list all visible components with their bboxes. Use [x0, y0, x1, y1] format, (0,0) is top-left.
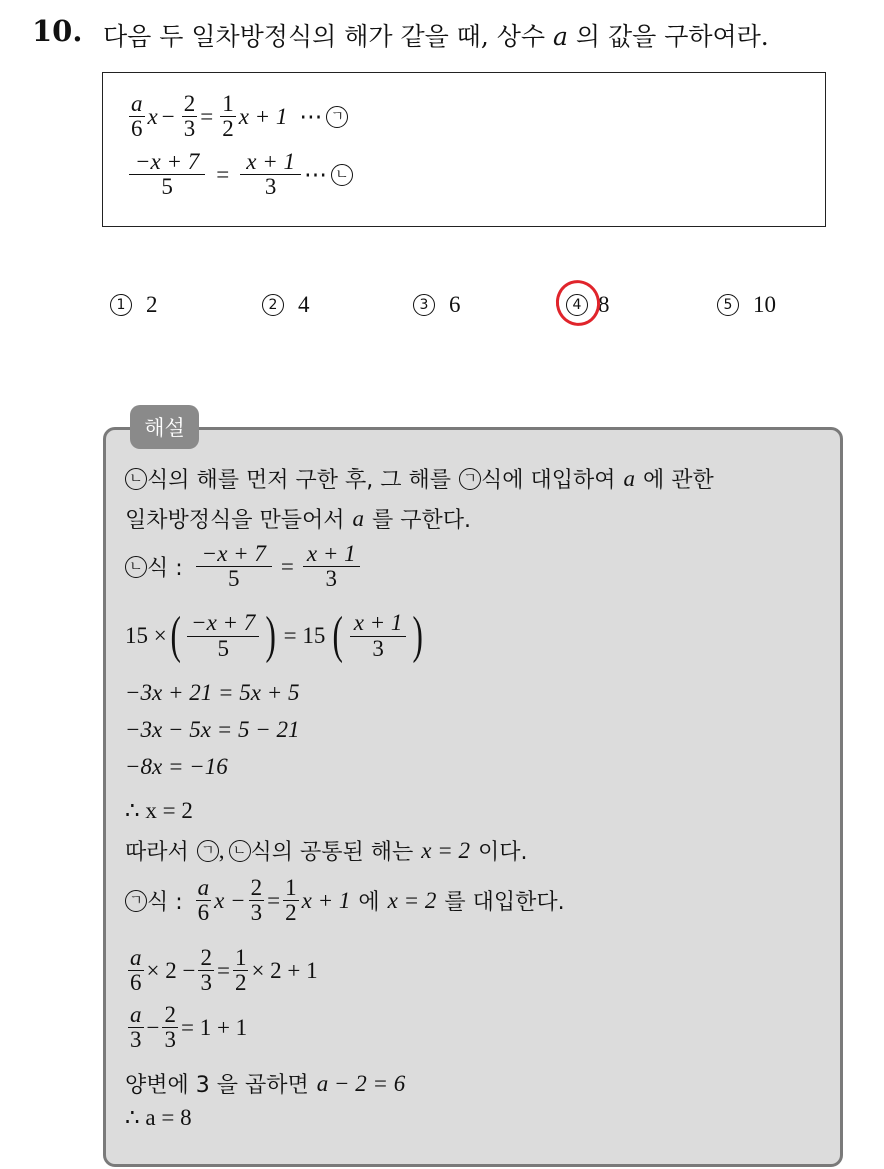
choice-3-value: 6	[449, 292, 461, 317]
sol-s9-d3: 2	[234, 970, 247, 996]
sol-s7-c: 식의 공통된 해는	[250, 840, 414, 865]
sol-s1-frac1	[196, 542, 272, 591]
paren-close: )	[265, 607, 277, 664]
sol-s5: −8x = −16	[125, 754, 228, 779]
choice-5-mark: 5	[717, 294, 739, 316]
sol-s8-n2: 2	[250, 875, 263, 900]
sol-s10-frac2	[162, 1003, 178, 1052]
sol-s11-a: 양변에 3 을 곱하면	[125, 1073, 309, 1098]
sol-s1-n1: −x + 7	[196, 542, 272, 567]
sol-s10-b: = 1 + 1	[180, 1014, 248, 1040]
question-text-after: 의 값을 구하여라.	[575, 22, 769, 51]
choice-5[interactable]	[717, 292, 776, 318]
choice-3-mark: 3	[413, 294, 435, 316]
label-circle-2b: ㄴ	[125, 556, 147, 578]
question-text-before: 다음 두 일차방정식의 해가 같을 때, 상수	[103, 22, 546, 51]
sol-s8-rhs: x + 1	[301, 887, 351, 913]
sol-s9-a: × 2 −	[146, 957, 196, 983]
solution-line-10	[125, 1003, 247, 1052]
label-circle-2: ㄴ	[125, 468, 147, 490]
solution-line-4	[125, 607, 427, 664]
sol-s7-a: 따라서	[125, 840, 189, 865]
sol-s8-n3: 1	[285, 875, 297, 900]
eq2-f2-den: 3	[264, 174, 277, 200]
sol-s2-b: = 15	[283, 623, 326, 648]
sol-s8-frac1	[196, 876, 212, 925]
eq2-fraction-left	[129, 150, 205, 199]
sol-s8-frac3	[283, 876, 299, 925]
choice-3[interactable]	[413, 292, 461, 318]
sol-s9-frac2	[198, 946, 214, 995]
sol-s8-math: x = 2	[387, 887, 437, 913]
solution-line-7	[125, 835, 528, 866]
sol-p2-var: a	[352, 505, 365, 531]
sol-s9-n3: 1	[234, 945, 247, 970]
sol-s4: −3x − 5x = 5 − 21	[125, 717, 300, 742]
choice-1-value: 2	[146, 292, 158, 317]
paren-close-2: )	[412, 607, 424, 664]
label-circle-1c: ㄱ	[197, 840, 219, 862]
question-text	[103, 17, 769, 53]
sol-s2-frac1	[187, 611, 259, 660]
eq1-f3-num: 1	[222, 91, 234, 116]
sol-s7-math: x = 2	[421, 837, 471, 863]
eq1-equals: =	[200, 103, 214, 129]
equation-1	[126, 92, 352, 141]
choice-4-mark: 4	[566, 294, 588, 316]
solution-line-9	[125, 946, 318, 995]
choice-2[interactable]	[262, 292, 310, 318]
eq1-f1-den: 6	[131, 116, 143, 142]
sol-s8-b: 에	[358, 890, 380, 916]
label-circle-2c: ㄴ	[229, 840, 251, 862]
choice-2-mark: 2	[262, 294, 284, 316]
sol-s8-d2: 3	[250, 900, 263, 926]
eq1-minus: −	[161, 103, 175, 129]
eq2-fraction-right	[240, 150, 301, 199]
sol-s2-n2: x + 1	[350, 611, 407, 636]
sol-s8-c: 를 대입한다.	[444, 890, 565, 916]
sol-s10-frac1	[128, 1003, 144, 1052]
sol-s9-d2: 3	[200, 970, 212, 996]
sol-p1-b: 식에 대입하여	[480, 468, 616, 493]
sol-s8-d3: 2	[285, 900, 297, 926]
sol-s1-d1: 5	[228, 566, 240, 592]
solution-line-2	[125, 503, 471, 534]
solution-line-8	[125, 876, 565, 925]
sol-p1-c: 에 관한	[643, 468, 714, 493]
solution-tag: 해설	[130, 405, 199, 449]
sol-s8-eq: =	[267, 887, 281, 913]
eq2-dots: ⋯	[303, 161, 327, 187]
sol-s1-eq: =	[280, 553, 294, 579]
sol-s1-n2: x + 1	[303, 542, 360, 567]
sol-s1-frac2	[303, 542, 360, 591]
eq1-f3-den: 2	[222, 116, 234, 142]
sol-s2-d2: 3	[372, 635, 384, 661]
answer-red-circle-mark	[550, 274, 606, 331]
eq1-x: x	[147, 103, 158, 129]
sol-s8-d1: 6	[197, 900, 210, 926]
sol-p2-a: 일차방정식을 만들어서	[125, 508, 345, 533]
sol-s8-x: x −	[214, 887, 246, 913]
sol-s12: ∴ a = 8	[125, 1105, 192, 1130]
sol-s7-d: 이다.	[478, 840, 528, 865]
label-circle-1d: ㄱ	[125, 890, 147, 912]
eq2-f1-num: −x + 7	[129, 150, 205, 175]
paren-open-2: (	[332, 607, 344, 664]
sol-s9-n1: a	[130, 945, 142, 970]
question-number: 10.	[32, 14, 83, 48]
sol-s1-label: 식 :	[147, 556, 183, 582]
sol-s9-b: × 2 + 1	[251, 957, 318, 983]
sol-s9-d1: 6	[130, 970, 142, 996]
solution-panel	[103, 427, 843, 1167]
sol-s11-math: a − 2 = 6	[316, 1070, 406, 1096]
sol-s1-d2: 3	[325, 566, 338, 592]
equation-2	[126, 150, 357, 199]
eq2-equals: =	[216, 161, 230, 187]
sol-s2-n1: −x + 7	[187, 611, 259, 636]
label-circle-1: ㄱ	[459, 468, 481, 490]
sol-s10-d1: 3	[130, 1027, 142, 1053]
eq1-fraction-23	[182, 92, 198, 141]
choice-5-value: 10	[753, 292, 776, 317]
sol-s2-a: 15 ×	[125, 623, 167, 648]
eq1-f2-den: 3	[183, 116, 196, 142]
eq1-fraction-12	[220, 92, 236, 141]
paren-open: (	[170, 607, 181, 664]
eq1-fraction-a6	[129, 92, 145, 141]
sol-s10-n1: a	[130, 1002, 142, 1027]
sol-s9-frac3	[233, 946, 249, 995]
eq2-f2-num: x + 1	[240, 150, 301, 175]
solution-line-3	[125, 542, 363, 591]
sol-s3: −3x + 21 = 5x + 5	[125, 680, 300, 705]
sol-s8-frac2	[249, 876, 265, 925]
eq1-f2-num: 2	[183, 91, 196, 116]
choice-4-value: 8	[598, 292, 610, 317]
sol-s10-n2: 2	[164, 1002, 176, 1027]
eq1-f1-num: a	[131, 91, 143, 116]
choice-2-value: 4	[298, 292, 310, 317]
sol-p2-b: 를 구한다.	[372, 508, 472, 533]
eq1-rhs: x + 1	[238, 103, 288, 129]
eq1-dots: ⋯	[299, 103, 323, 129]
sol-s8-n1: a	[197, 875, 210, 900]
sol-p1-a: 식의 해를 먼저 구한 후, 그 해를	[147, 468, 451, 493]
sol-p1-var: a	[623, 465, 635, 491]
sol-s9-frac1	[128, 946, 144, 995]
sol-s2-frac2	[350, 611, 407, 660]
eq1-label-circle: ㄱ	[326, 106, 348, 128]
sol-s10-d2: 3	[164, 1027, 176, 1053]
sol-s2-d1: 5	[217, 635, 229, 661]
sol-s7-b: ,	[218, 837, 225, 863]
solution-line-1	[125, 463, 714, 494]
sol-s10-a: −	[146, 1014, 160, 1040]
eq2-label-circle: ㄴ	[331, 164, 353, 186]
choice-1-mark: 1	[110, 294, 132, 316]
sol-s9-eq: =	[216, 957, 230, 983]
sol-s6: ∴ x = 2	[125, 798, 193, 823]
sol-s8-label: 식 :	[147, 890, 183, 916]
solution-line-11	[125, 1068, 405, 1099]
question-variable: a	[552, 22, 568, 51]
choice-1[interactable]	[110, 292, 158, 318]
sol-s9-n2: 2	[200, 945, 212, 970]
eq2-f1-den: 5	[161, 174, 173, 200]
